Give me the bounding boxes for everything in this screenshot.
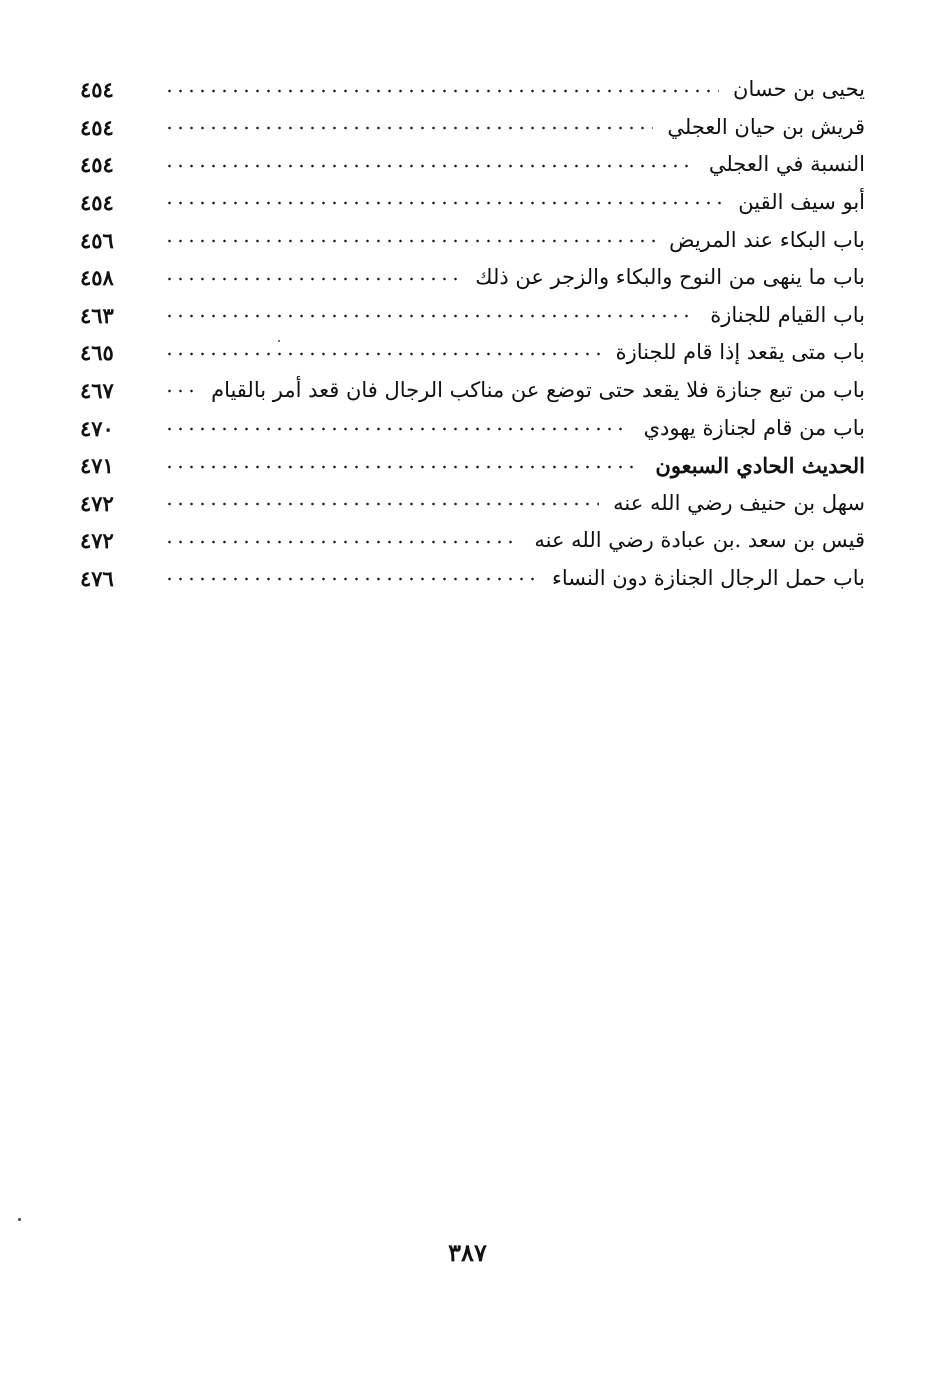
entry-title: أبو سيف القين bbox=[738, 190, 865, 215]
entry-title: باب البكاء عند المريض bbox=[669, 227, 865, 252]
toc-entry bbox=[80, 555, 865, 593]
dot-leader bbox=[164, 84, 719, 98]
entry-title: قريش بن حيان العجلي bbox=[667, 114, 865, 139]
entry-title: باب حمل الرجال الجنازة دون النساء bbox=[551, 566, 865, 591]
dot-leader bbox=[164, 196, 724, 210]
scan-speck bbox=[278, 340, 280, 342]
toc-entry bbox=[80, 179, 865, 217]
toc-entry bbox=[80, 104, 865, 142]
entry-page-number: ٤٥٤ bbox=[80, 77, 114, 103]
page-number: ٣٨٧ bbox=[448, 1238, 487, 1267]
entry-title: يحيى بن حسان bbox=[733, 77, 865, 102]
toc-entry bbox=[80, 517, 865, 555]
dot-leader bbox=[164, 159, 695, 173]
dot-leader bbox=[164, 234, 655, 248]
entry-page-number: ٤٥٤ bbox=[80, 152, 114, 178]
dot-leader bbox=[164, 384, 197, 398]
toc-entry bbox=[80, 254, 865, 292]
toc-entry bbox=[80, 367, 865, 405]
entry-page-number: ٤٥٤ bbox=[80, 114, 114, 140]
dot-leader bbox=[164, 535, 520, 549]
entry-page-number: ٤٧١ bbox=[80, 453, 114, 479]
entry-page-number: ٤٥٨ bbox=[80, 265, 114, 291]
entry-title: قيس بن سعد .بن عبادة رضي الله عنه bbox=[534, 528, 865, 553]
toc-entry bbox=[80, 442, 865, 480]
entry-title: باب من قام لجنازة يهودي bbox=[643, 415, 865, 440]
dot-leader bbox=[164, 309, 696, 323]
dot-leader bbox=[164, 422, 630, 436]
entry-page-number: ٤٦٧ bbox=[80, 378, 114, 404]
dot-leader bbox=[164, 121, 653, 135]
toc-entry bbox=[80, 404, 865, 442]
dot-leader bbox=[164, 272, 461, 286]
entry-page-number: ٤٧٠ bbox=[80, 415, 114, 441]
table-of-contents bbox=[80, 66, 865, 592]
entry-title: باب متى يقعد إذا قام للجنازة bbox=[615, 340, 865, 365]
entry-page-number: ٤٧٢ bbox=[80, 490, 114, 516]
entry-title: باب من تبع جنازة فلا يقعد حتى توضع عن مناكب الرجال فان قعد أمر بالقيام bbox=[211, 378, 865, 403]
toc-entry bbox=[80, 480, 865, 518]
entry-page-number: ٤٦٣ bbox=[80, 302, 114, 328]
entry-title: باب ما ينهى من النوح والبكاء والزجر عن ذلك bbox=[475, 265, 865, 290]
dot-leader bbox=[164, 497, 599, 511]
dot-leader bbox=[164, 460, 641, 474]
entry-page-number: ٤٦٥ bbox=[80, 340, 114, 366]
toc-entry bbox=[80, 66, 865, 104]
entry-page-number: ٤٧٢ bbox=[80, 528, 114, 554]
dot-leader bbox=[164, 347, 602, 361]
entry-page-number: ٤٧٦ bbox=[80, 566, 114, 592]
entry-title: الحديث الحادي السبعون bbox=[655, 453, 865, 479]
toc-entry bbox=[80, 141, 865, 179]
scan-speck bbox=[18, 1218, 21, 1221]
entry-title: النسبة في العجلي bbox=[708, 152, 865, 177]
toc-entry bbox=[80, 292, 865, 330]
entry-title: سهل بن حنيف رضي الله عنه bbox=[613, 490, 865, 515]
entry-page-number: ٤٥٤ bbox=[80, 190, 114, 216]
entry-page-number: ٤٥٦ bbox=[80, 227, 114, 253]
dot-leader bbox=[164, 572, 538, 586]
entry-title: باب القيام للجنازة bbox=[710, 302, 865, 327]
toc-entry bbox=[80, 216, 865, 254]
toc-entry bbox=[80, 329, 865, 367]
